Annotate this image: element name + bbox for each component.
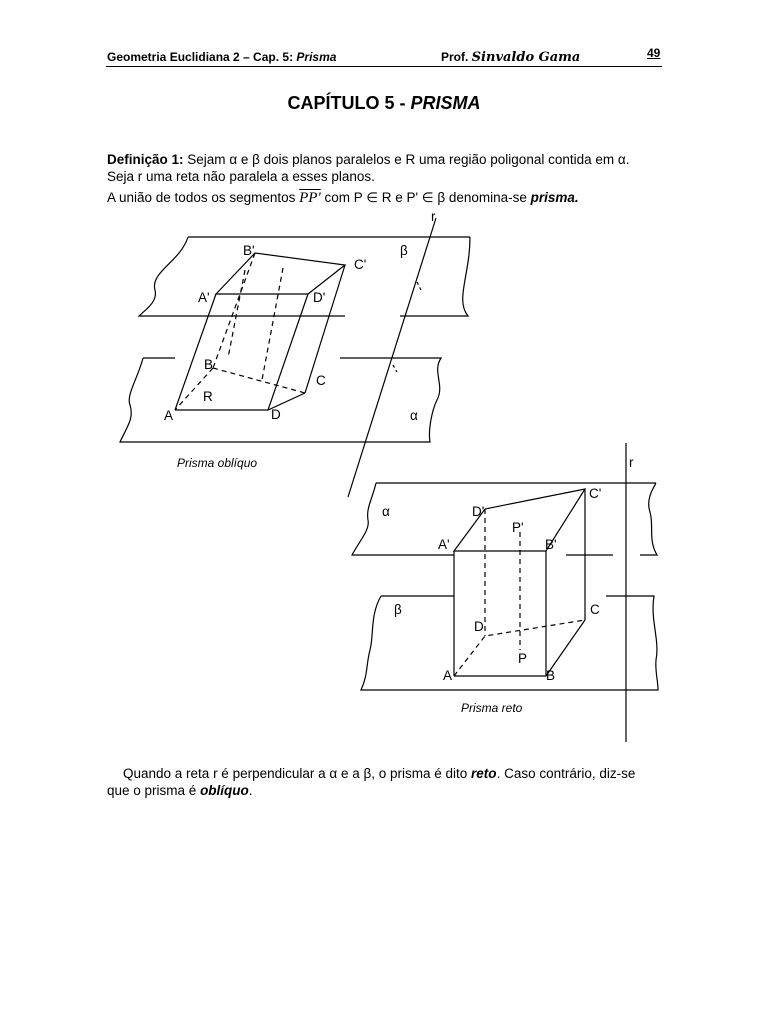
oblique-label-c-prime: C' — [354, 257, 367, 272]
chapter-title-topic: PRISMA — [410, 93, 481, 113]
right-label-p-prime: P' — [512, 520, 524, 535]
alpha-symbol: α — [617, 152, 626, 167]
oblique-label-d-prime: D' — [313, 290, 326, 305]
oblique-label-r: r — [431, 209, 436, 224]
conclusion-line-2 — [107, 782, 253, 799]
right-prism-figure — [352, 443, 658, 742]
oblique-label-alpha: α — [410, 408, 418, 423]
right-label-d-prime: D' — [472, 504, 485, 519]
conclusion-text-c: , o prisma é dito — [371, 766, 472, 781]
definition-text-called: denomina-se — [445, 190, 531, 205]
oblique-prism-figure — [120, 218, 470, 497]
right-label-c: C — [590, 602, 600, 617]
oblique-hidden-edges — [175, 253, 305, 410]
header-chapter-topic: Prisma — [296, 50, 337, 64]
alpha-symbol: α — [329, 766, 338, 781]
definition-text-b: e — [237, 152, 253, 167]
header-course-text: Geometria Euclidiana 2 – Cap. 5: — [107, 50, 297, 64]
header-prof-label: Prof. — [441, 50, 472, 64]
definition-text-union: A união de todos os segmentos — [107, 190, 300, 205]
beta-symbol: β — [363, 766, 372, 781]
right-caption: Prisma reto — [461, 701, 523, 715]
definition-line-2: Seja r uma reta não paralela a esses planos. — [107, 169, 375, 184]
right-label-c-prime: C' — [589, 486, 602, 501]
oblique-labels — [164, 209, 436, 470]
beta-symbol: β — [252, 152, 260, 167]
oblique-label-region: R — [203, 389, 213, 404]
conclusion-text-e: que o prisma é — [107, 783, 201, 798]
right-label-d: D — [474, 619, 484, 634]
page-number: 49 — [647, 46, 661, 60]
right-label-a-prime: A' — [438, 537, 450, 552]
conclusion-line-1 — [123, 765, 635, 782]
segment-pp-prime: PP' — [299, 190, 321, 206]
right-upper-plane — [352, 483, 657, 555]
chapter-title-text: CAPÍTULO 5 - — [287, 93, 411, 113]
definition-label: Definição 1: — [107, 152, 184, 167]
definition-term-prism: prisma. — [530, 190, 579, 205]
oblique-lateral-edges — [175, 265, 345, 410]
definition-period: . — [625, 152, 630, 167]
oblique-label-a: A — [164, 408, 174, 423]
right-label-b-prime: B' — [545, 537, 557, 552]
conclusion-text-d: . Caso contrário, diz-se — [496, 766, 636, 781]
conclusion-text-a: Quando a reta r é perpendicular a — [123, 766, 330, 781]
right-label-a: A — [443, 668, 453, 683]
conclusion-period: . — [248, 783, 253, 798]
right-label-beta: β — [394, 602, 402, 617]
right-label-b: B — [546, 668, 556, 683]
alpha-symbol: α — [229, 152, 238, 167]
oblique-label-a-prime: A' — [198, 290, 210, 305]
oblique-caption: Prisma oblíquo — [177, 456, 258, 470]
oblique-base-visible — [175, 393, 305, 410]
definition-text-a: Sejam — [183, 152, 230, 167]
beta-symbol: β — [437, 190, 446, 205]
oblique-label-b-prime: B' — [243, 243, 255, 258]
oblique-top-face — [216, 253, 345, 294]
definition-text-with: com P ∈ R e P' ∈ — [320, 190, 438, 205]
oblique-label-c: C — [316, 373, 326, 388]
oblique-label-b: B — [204, 357, 214, 372]
definition-text-c: dois planos paralelos e R uma região poligonal contida em — [259, 152, 618, 167]
term-reto: reto — [471, 766, 497, 781]
right-label-p: P — [518, 651, 528, 666]
term-obliquo: oblíquo — [200, 783, 249, 798]
right-label-r: r — [629, 455, 634, 470]
right-label-alpha: α — [382, 504, 390, 519]
oblique-alpha-plane — [120, 358, 441, 442]
oblique-label-beta: β — [400, 243, 408, 258]
oblique-label-d: D — [271, 407, 281, 422]
header-prof-name: Sinvaldo Gama — [471, 50, 581, 65]
conclusion-text-b: e a — [337, 766, 364, 781]
